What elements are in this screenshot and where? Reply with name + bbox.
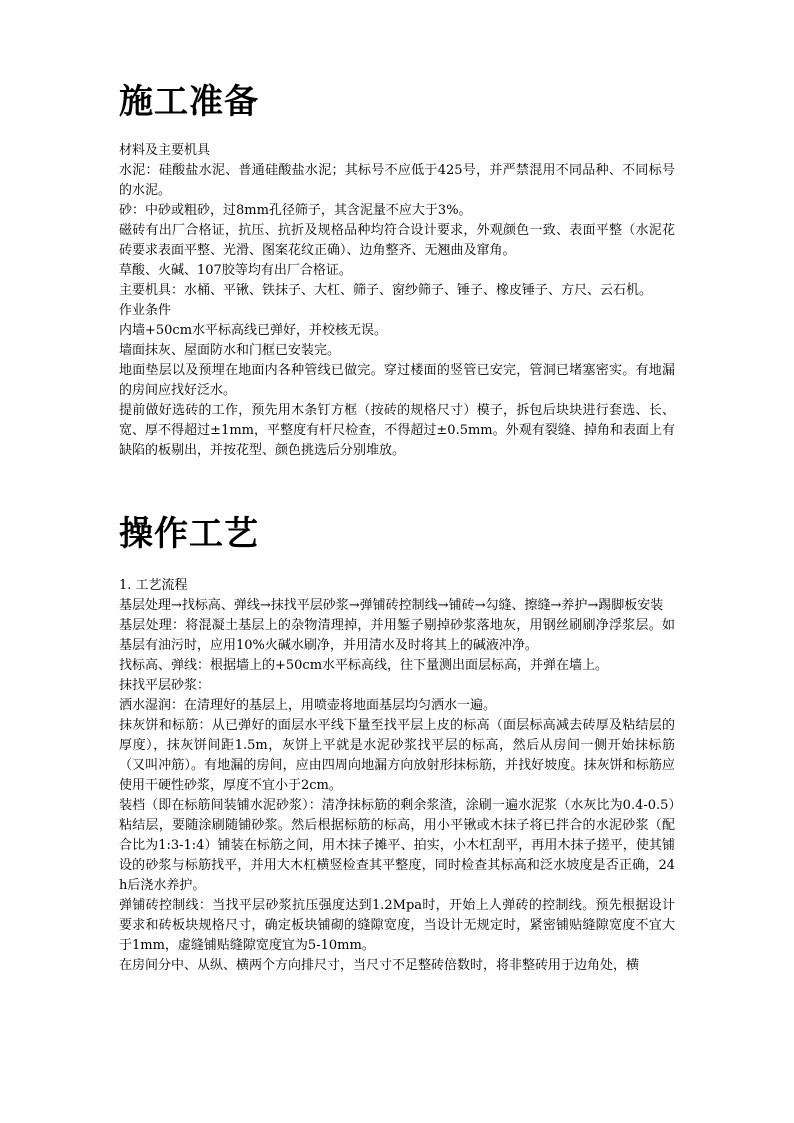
- paragraph: 地面垫层以及预埋在地面内各种管线已做完。穿过楼面的竖管已安完，管洞已堵塞密实。有地漏的房间应找好泛水。: [119, 363, 675, 398]
- paragraph: 墙面抹灰、屋面防水和门框已安装完。: [119, 343, 341, 358]
- paragraph: 磁砖有出厂合格证，抗压、抗折及规格品种均符合设计要求，外观颜色一致、表面平整（水泥花砖要求表面平整、光滑、图案花纹正确）、边角整齐、无翘曲及窜角。: [119, 223, 675, 258]
- paragraph: 内墙+50cm水平标高线已弹好，并校核无误。: [119, 323, 388, 338]
- paragraph: 基层处理→找标高、弹线→抹找平层砂浆→弹铺砖控制线→铺砖→勾缝、擦缝→养护→踢脚板安装: [119, 598, 664, 613]
- paragraph: 找标高、弹线：根据墙上的+50cm水平标高线，往下量测出面层标高，并弹在墙上。: [119, 658, 609, 673]
- paragraph: 材料及主要机具: [119, 143, 211, 158]
- paragraph: 洒水湿润：在清理好的基层上，用喷壶将地面基层均匀洒水一遍。: [119, 698, 497, 713]
- section-body-process: [119, 576, 675, 976]
- paragraph: 弹铺砖控制线：当找平层砂浆抗压强度达到1.2Mpa时，开始上人弹砖的控制线。预先根据设计要求和砖板块规格尺寸，确定板块铺砌的缝隙宽度，当设计无规定时，紧密铺贴缝隙宽度不宜大于1mm，虚缝铺贴缝隙宽度宜为5-10mm。: [119, 898, 675, 953]
- paragraph: 基层处理：将混凝土基层上的杂物清理掉，并用錾子剔掉砂浆落地灰，用钢丝刷刷净浮浆层。如基层有油污时，应用10%火碱水刷净，并用清水及时将其上的碱液冲净。: [119, 618, 675, 653]
- paragraph: 在房间分中、从纵、横两个方向排尺寸，当尺寸不足整砖倍数时，将非整砖用于边角处，横: [119, 958, 640, 973]
- paragraph: 提前做好选砖的工作，预先用木条钉方框（按砖的规格尺寸）模子，拆包后块块进行套选、长、宽、厚不得超过±1mm，平整度有杆尺检查，不得超过±0.5mm。外观有裂缝、掉角和表面上有缺陷的板剔出，并按花型、颜色挑选后分别堆放。: [119, 403, 675, 458]
- section-title-process: 操作工艺: [119, 514, 259, 554]
- paragraph: 水泥：硅酸盐水泥、普通硅酸盐水泥；其标号不应低于425号，并严禁混用不同品种、不同标号的水泥。: [119, 163, 675, 198]
- section-title-preparation: 施工准备: [119, 82, 259, 122]
- paragraph: 草酸、火碱、107胶等均有出厂合格证。: [119, 263, 352, 278]
- paragraph: 砂：中砂或粗砂，过8mm孔径筛子，其含泥量不应大于3%。: [119, 203, 472, 218]
- paragraph: 1. 工艺流程: [119, 578, 188, 593]
- paragraph: 抹灰饼和标筋：从已弹好的面层水平线下量至找平层上皮的标高（面层标高减去砖厚及粘结层的厚度），抹灰饼间距1.5m，灰饼上平就是水泥砂浆找平层的标高，然后从房间一侧开始抹标筋（又叫冲筋）。有地漏的房间，应由四周向地漏方向放射形抹标筋，并找好坡度。抹灰饼和标筋应使用干硬性砂浆，厚度不宜小于2cm。: [119, 718, 675, 793]
- paragraph: 主要机具：水桶、平锹、铁抹子、大杠、筛子、窗纱筛子、锤子、橡皮锤子、方尺、云石机。: [119, 283, 653, 298]
- paragraph: 装档（即在标筋间装铺水泥砂浆）：清净抹标筋的剩余浆渣，涂刷一遍水泥浆（水灰比为0.4-0.5）粘结层，要随涂刷随铺砂浆。然后根据标筋的标高，用小平锹或木抹子将已拌合的水泥砂浆（配合比为1:3-1:4）铺装在标筋之间，用木抹子摊平、拍实，小木杠刮平，再用木抹子搓平，使其铺设的砂浆与标筋找平，并用大木杠横竖检查其平整度，同时检查其标高和泛水坡度是否正确，24h后浇水养护。: [119, 798, 675, 893]
- paragraph: 抹找平层砂浆：: [119, 678, 211, 693]
- section-body-preparation: [119, 141, 675, 461]
- paragraph: 作业条件: [119, 303, 172, 318]
